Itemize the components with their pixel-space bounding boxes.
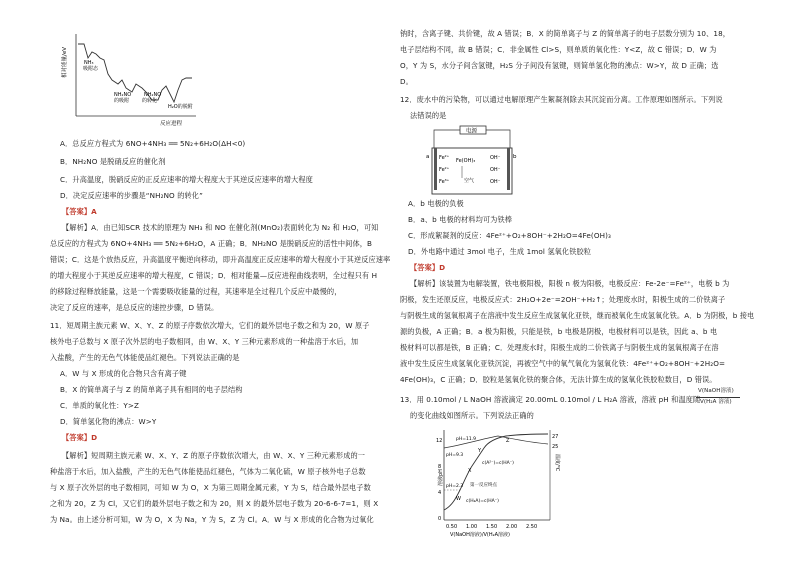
q10-option-d: D．决定反应速率的步骤是“NH₂NO 的转化”	[60, 191, 203, 200]
q13-stem-1: 13．用 0.10mol / L NaOH 溶液滴定 20.00mL 0.10mol / L H₂A 溶液，溶液 pH 和温度随	[400, 395, 701, 404]
fig3-c2: c(H₂A)=c(HA⁻)	[466, 499, 499, 504]
fig3-ytick-4: 4	[438, 490, 442, 496]
q11-analysis-5: 为 Na。由上述分析可知，W 为 O，X 为 Na，Y 为 S，Z 为 Cl。A．W 与 X 形成的化合物为过氧化	[50, 515, 374, 524]
cell-air: 空气	[464, 178, 475, 184]
q12-option-a: A．b 电极的负极	[408, 199, 464, 208]
q13-frac-line	[696, 397, 740, 398]
cell-electrode-a: a	[426, 154, 430, 160]
fig3-c1: c(A²⁻)=c(HA⁻)	[482, 461, 514, 466]
q12-stem-2: 法错误的是	[410, 111, 447, 120]
fig1-tag-conv: NH₂NO	[144, 92, 162, 98]
fig3-y2label: 温度/℃	[554, 454, 560, 472]
q10-analysis-2: 总反应的方程式为 6NO+4NH₃ ══ 5N₂+6H₂O，A 正确；B．NH₂NO 是脱硝反应的活性中间体，B	[50, 239, 373, 248]
q12-option-b: B．a、b 电极的材料均可为铁棒	[408, 215, 513, 224]
q10-analysis-6: 决定了反应的速率，是总反应的速控步骤，D 错误。	[50, 303, 219, 312]
q12-analysis-5: 极材料可以都是铁，B 正确；C．处理废水时，阳极生成的二价铁离子与阴极生成的氢氧根离子在溶	[400, 343, 719, 352]
q11-stem-1: 11．短周期主族元素 W、X、Y、Z 的原子序数依次增大，它们的最外层电子数之和为 20，W 原子	[50, 321, 370, 330]
titration-chart	[426, 424, 566, 538]
q11-stem-2: 核外电子总数与 X 原子次外层的电子数相同，由 W、X、Y 三种元素形成的一种盐溶于水后，加	[50, 337, 359, 346]
fig3-xtick-150: 1.50	[486, 524, 498, 530]
fig3-ph-119: pH=11.9	[456, 437, 477, 442]
q12-option-d: D．外电路中通过 3mol 电子，生成 1mol 氢氧化铁胶粒	[408, 247, 592, 256]
fig3-xtick-250: 2.50	[526, 524, 538, 530]
fig3-note: 第一反应终点	[470, 483, 497, 488]
q13-frac-bot: V(H₂A 溶液)	[700, 399, 732, 405]
cell-fe2: Fe²⁺	[439, 167, 450, 173]
fig1-xlabel: 反应进程	[160, 121, 183, 127]
electrolysis-diagram	[424, 124, 520, 196]
fig3-point-x: X	[468, 468, 472, 474]
q12-option-c: C．形成絮凝剂的反应：4Fe²⁺+O₂+8OH⁻+2H₂O=4Fe(OH)₃	[408, 231, 611, 240]
q12-analysis-1: 【解析】该装置为电解装置，铁电极阳极，阳极 n 极为阳极，电极反应：Fe-2e⁻=Fe²⁺，电极 b 为	[410, 279, 730, 288]
q12-analysis-6: 液中发生反应生成氢氧化亚铁沉淀，再被空气中的氧气氧化为氢氧化铁：4Fe²⁺+O₂+8OH⁻+2H₂O=	[400, 359, 726, 368]
q12-stem-1: 12．废水中的污染物，可以通过电解原理产生絮凝剂除去其沉淀而分离。工作原理如图所示。下列说	[400, 95, 723, 104]
cell-feoh: Fe(OH)₃	[456, 158, 476, 164]
q10-answer: 【答案】A	[62, 207, 97, 216]
q11-stem-3: 入盐酸，产生的无色气体能使品红褪色。下列说法正确的是	[50, 353, 240, 362]
q11-option-d: D．简单氢化物的沸点：W>Y	[60, 417, 157, 426]
fig3-xtick-200: 2.00	[506, 524, 518, 530]
fig1-tag-ads2: 的吸附	[114, 98, 130, 104]
cell-oh1: OH⁻	[490, 155, 501, 161]
q10-option-c: C．升高温度，脱硝反应的正反应速率的增大程度大于其逆反应速率的增大程度	[60, 175, 313, 184]
fig3-ytick-0: 0	[438, 516, 442, 522]
q11-option-c: C．单质的氧化性：Y>Z	[60, 401, 140, 410]
q10-analysis-1: 【解析】A．由已知SCR 技术的原理为 NH₃ 和 NO 在催化剂(MnO₂)表面转化为 N₂ 和 H₂O，可知	[62, 223, 379, 232]
q11-option-b: B．X 的简单离子与 Z 的简单离子具有相同的电子层结构	[60, 385, 243, 394]
fig3-xtick-100: 1.00	[466, 524, 478, 530]
cell-fe3: Fe³⁺	[439, 179, 450, 185]
fig1-tag-ads: 吸附态	[83, 66, 99, 72]
q13-frac-top: V(NaOH溶液)	[698, 388, 734, 394]
q11-analysis-1: 【解析】短周期主族元素 W、X、Y、Z 的原子序数依次增大，由 W、X、Y 三种元素形成的一	[62, 451, 366, 460]
fig1-tag-conv2: 的转化	[142, 98, 158, 104]
q12-analysis-4: 源的负极，A 正确；B．a 极为阳极，只能是铁，b 电极是阴极，电极材料可以是铁，因此 a、b 电	[400, 327, 718, 336]
fig3-temp-25: 25	[552, 444, 559, 450]
q11-analysis-6: 钠时，含离子键、共价键，故 A 错误；B．X 的简单离子与 Z 的简单离子的电子层数分别为 10、18，	[400, 29, 731, 38]
fig1-ylabel: 相对能量/eV	[62, 47, 68, 78]
fig1-tag-nh3: NH₃	[84, 60, 94, 66]
q10-option-a: A．总反应方程式为 6NO+4NH₃ ══ 5N₂+6H₂O(ΔH<0)	[60, 139, 246, 148]
q10-analysis-4: 的增大程度小于其逆反应速率的增大程度，C 错误；D．相对能量—反应进程曲线表明，全过程只有 H	[50, 271, 378, 280]
fig3-xlabel: V(NaOH溶液)/V(H₂A溶液)	[450, 532, 511, 538]
q10-analysis-3: 错误；C．这是个放热反应，升高温度平衡逆向移动，即升高温度正反应速率的增大程度小于其逆反应速率	[50, 255, 391, 264]
q11-analysis-8: O，Y 为 S，水分子间含氢键，H₂S 分子间没有氢键，则简单氢化物的沸点：W>Y，故 D 正确；选	[400, 61, 719, 70]
q11-analysis-3: 与 X 原子次外层的电子数相同，可知 W 为 O，X 为第三周期金属元素，Y 为 S，结合最外层电子数	[50, 483, 371, 492]
q12-answer: 【答案】D	[410, 263, 446, 272]
fig3-ytick-12: 12	[436, 438, 443, 444]
q12-analysis-7: 4Fe(OH)₃，C 正确；D．胶粒是氢氧化铁的聚合体，无法计算生成的氢氧化铁胶粒数目，D 错误。	[400, 375, 717, 384]
cell-oh3: OH⁻	[490, 179, 501, 185]
cell-fe1: Fe²⁺	[439, 155, 450, 161]
q11-analysis-9: D。	[400, 77, 413, 86]
q11-analysis-4: 之和为 20，Z 为 Cl，又它们的最外层电子数之和为 20，则 X 的最外层电子数为 20-6-6-7=1，则 X	[50, 499, 379, 508]
fig3-point-y: Y	[478, 448, 482, 454]
fig3-ph-93: pH=9.3	[446, 453, 464, 458]
fig3-ylabel: 溶液pH	[438, 469, 444, 486]
fig3-temp-27: 27	[552, 434, 559, 440]
fig1-tag-nh2no: NH₂NO	[114, 92, 132, 98]
cell-electrode-b: b	[513, 154, 517, 160]
q13-stem-2: 的变化曲线如图所示。下列说法正确的	[410, 411, 534, 420]
fig3-point-w: W	[456, 496, 461, 502]
q10-analysis-5: 的移除过程释放能量，这是一个需要吸收能量的过程，其速率是全过程几个反应中最慢的，	[50, 287, 342, 296]
q12-analysis-2: 阴极，发生还原反应，电极反应式：2H₂O+2e⁻=2OH⁻+H₂↑；处理废水时，阳极生成的二价铁离子	[400, 295, 726, 304]
fig3-point-z: Z	[506, 438, 510, 444]
q12-analysis-3: 与阴极生成的氢氧根离子在溶液中发生反应生成氢氧化亚铁，继而被氧化生成氢氧化铁。A．b 为阴极，b 接电	[400, 311, 755, 320]
fig3-ytick-8: 8	[438, 464, 442, 470]
fig3-xtick-050: 0.50	[446, 524, 458, 530]
q11-analysis-2: 种盐溶于水后，加入盐酸，产生的无色气体能使品红褪色，气体为二氧化硫，W 原子核外电子总数	[50, 467, 366, 476]
q11-answer: 【答案】D	[62, 433, 98, 442]
fig3-ph-23: pH=2.3	[446, 484, 464, 489]
fig1-tag-h2o: H₂O的脱附	[168, 104, 193, 110]
energy-diagram	[56, 30, 206, 128]
q10-option-b: B．NH₂NO 是脱硝反应的催化剂	[60, 157, 166, 166]
cell-power: 电源	[466, 128, 478, 135]
q11-option-a: A．W 与 X 形成的化合物只含有离子键	[60, 369, 187, 378]
cell-oh2: OH⁻	[490, 167, 501, 173]
q11-analysis-7: 电子层结构不同，故 B 错误；C．非金属性 Cl>S，则单质的氧化性：Y<Z，故 C 错误；D．W 为	[400, 45, 717, 54]
